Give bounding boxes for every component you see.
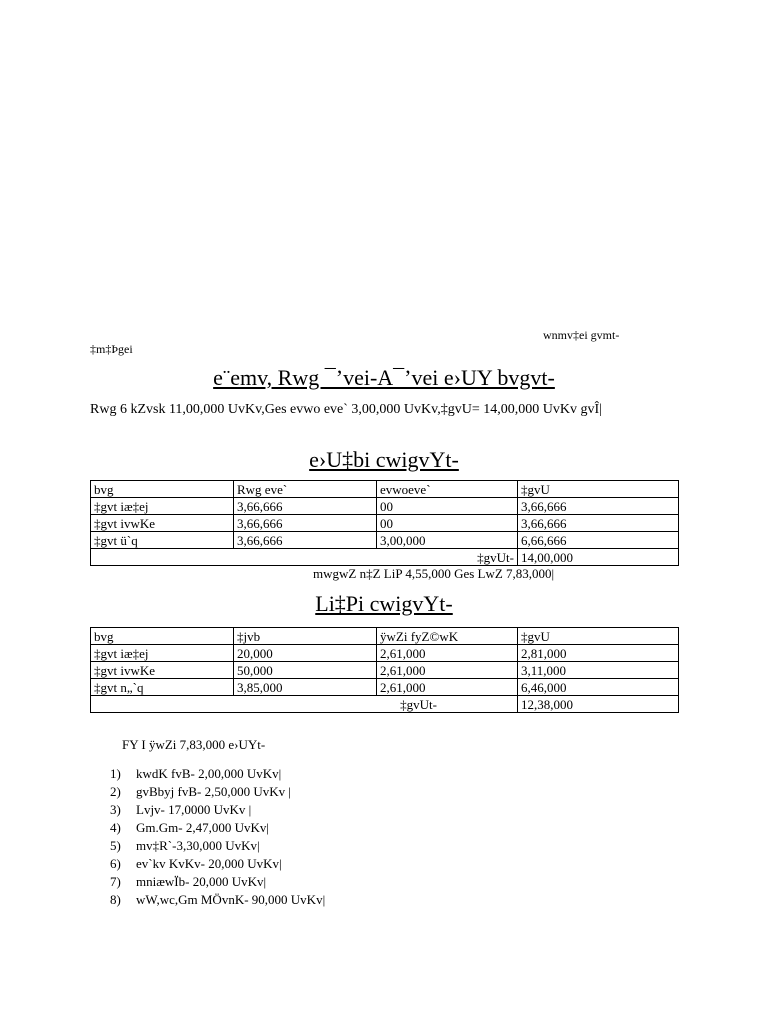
list-number: 1) (110, 766, 121, 781)
table-cell: 20,000 (234, 645, 377, 662)
header-top-left: ‡m‡Þgei (90, 342, 133, 356)
list-number: 8) (110, 892, 121, 907)
list-item (110, 891, 325, 909)
expense-heading-text: Li‡Pi cwigvYt- (315, 591, 453, 616)
table-cell: 6,66,666 (518, 532, 679, 549)
list-number: 7) (110, 874, 121, 889)
header-cell: bvg (91, 481, 234, 498)
table-cell: 6,46,000 (518, 679, 679, 696)
total-value: 12,38,000 (518, 696, 679, 713)
table-total-row (91, 549, 679, 566)
list-text: mniæwÏb- 20,000 UvKv| (136, 874, 267, 889)
table-cell: 3,11,000 (518, 662, 679, 679)
table-header-row (91, 481, 679, 498)
list-text: ev`kv KvKv- 20,000 UvKv| (136, 856, 282, 871)
table-cell: 00 (377, 498, 518, 515)
header-cell: evwoeve` (377, 481, 518, 498)
list-text: Gm.Gm- 2,47,000 UvKv| (136, 820, 269, 835)
table-cell: 00 (377, 515, 518, 532)
table-cell: 3,85,000 (234, 679, 377, 696)
table-header-row (91, 628, 679, 645)
table-row (91, 662, 679, 679)
total-value: 14,00,000 (518, 549, 679, 566)
list-item (110, 783, 325, 801)
table-cell: 3,66,666 (234, 532, 377, 549)
expense-table (90, 627, 679, 713)
page-title-text: e¨emv, Rwg ¯’vei-A¯’vei e›UY bvgvt- (213, 365, 555, 390)
table-cell: ‡gvt n„`q (91, 679, 234, 696)
intro-paragraph: Rwg 6 kZvsk 11,00,000 UvKv,Ges evwo eve` 3,00,000 UvKv,‡gvU= 14,00,000 UvKv gvÎ| (90, 402, 602, 417)
distribution-heading (0, 447, 768, 473)
distribution-heading-text: e›U‡bi cwigvYt- (309, 447, 459, 472)
table-cell: ‡gvt iæ‡ej (91, 645, 234, 662)
table-cell: ‡gvt ivwKe (91, 662, 234, 679)
table-cell: ‡gvt ivwKe (91, 515, 234, 532)
list-item (110, 819, 325, 837)
header-cell: bvg (91, 628, 234, 645)
list-number: 6) (110, 856, 121, 871)
list-text: kwdK fvB- 2,00,000 UvKv| (136, 766, 282, 781)
list-item (110, 837, 325, 855)
table-row (91, 515, 679, 532)
header-top-right: wnmv‡ei gvmt- (543, 328, 620, 342)
table-cell: 50,000 (234, 662, 377, 679)
header-cell: ÿwZi fyZ©wK (377, 628, 518, 645)
table-cell: 3,66,666 (234, 498, 377, 515)
table-cell: 3,66,666 (518, 515, 679, 532)
list-text: gvBbyj fvB- 2,50,000 UvKv | (136, 784, 291, 799)
table-cell: 3,66,666 (234, 515, 377, 532)
list-item (110, 873, 325, 891)
list-item (110, 855, 325, 873)
table-cell: 2,61,000 (377, 679, 518, 696)
list-number: 5) (110, 838, 121, 853)
page-title (0, 365, 768, 391)
header-cell: ‡jvb (234, 628, 377, 645)
distribution-table (90, 480, 679, 566)
list-number: 3) (110, 802, 121, 817)
table-cell: ‡gvt iæ‡ej (91, 498, 234, 515)
table-cell: 3,00,000 (377, 532, 518, 549)
table-row (91, 679, 679, 696)
header-cell: ‡gvU (518, 481, 679, 498)
debt-summary-line: FY I ÿwZi 7,83,000 e›UYt- (122, 737, 266, 752)
expense-heading (0, 591, 768, 617)
total-label: ‡gvUt- (91, 549, 518, 566)
debt-list (110, 765, 325, 909)
committee-note: mwgwZ n‡Z LiP 4,55,000 Ges LwZ 7,83,000| (313, 566, 555, 581)
list-text: Lvjv- 17,0000 UvKv | (136, 802, 252, 817)
table-cell: 2,61,000 (377, 662, 518, 679)
list-number: 4) (110, 820, 121, 835)
table-cell: 2,81,000 (518, 645, 679, 662)
header-cell: Rwg eve` (234, 481, 377, 498)
table-cell: 3,66,666 (518, 498, 679, 515)
table-cell: 2,61,000 (377, 645, 518, 662)
table-row (91, 645, 679, 662)
table-total-row (91, 696, 679, 713)
list-item (110, 801, 325, 819)
table-row (91, 532, 679, 549)
table-cell: ‡gvt ü`q (91, 532, 234, 549)
table-row (91, 498, 679, 515)
list-number: 2) (110, 784, 121, 799)
total-label: ‡gvUt- (91, 696, 518, 713)
header-cell: ‡gvU (518, 628, 679, 645)
list-text: mv‡R`-3,30,000 UvKv| (136, 838, 260, 853)
list-item (110, 765, 325, 783)
list-text: wW,wc,Gm MÖvnK- 90,000 UvKv| (136, 892, 326, 907)
